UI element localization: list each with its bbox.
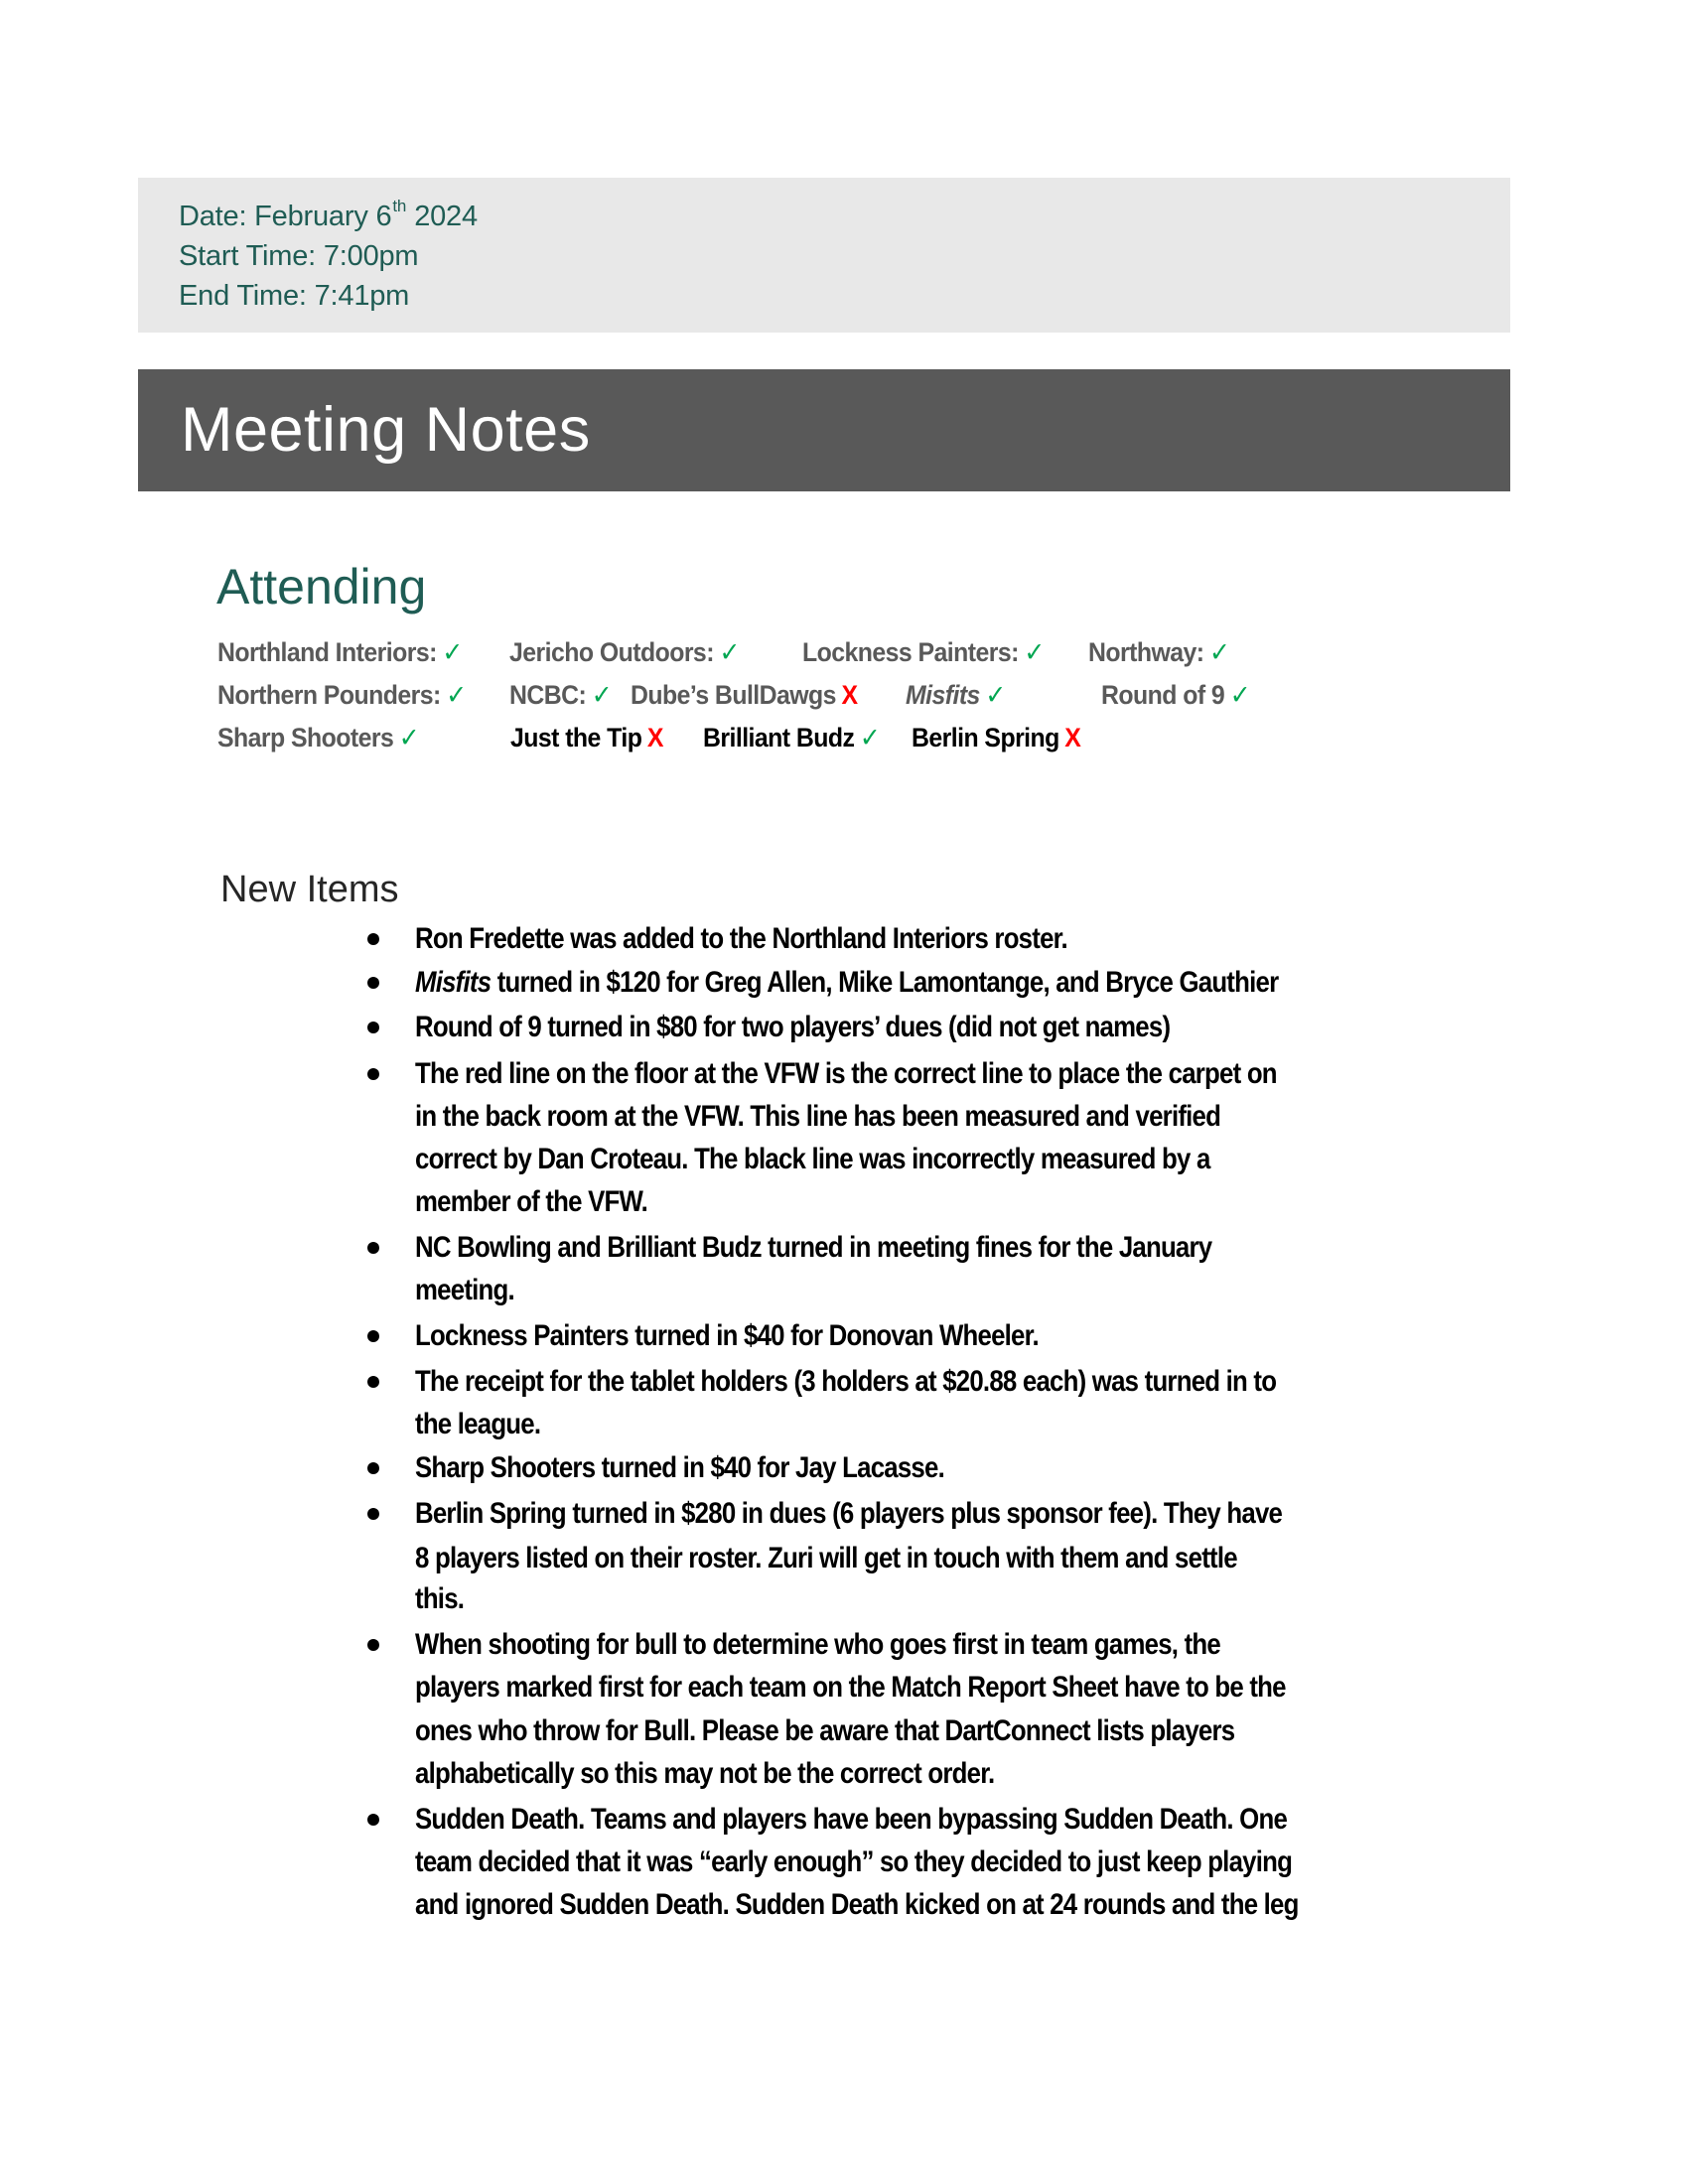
team-name: Northland Interiors: (217, 637, 437, 667)
list-item-line: Sudden Death. Teams and players have been bypassing Sudden Death. One (415, 1803, 1288, 1836)
team-name: Just the Tip (510, 723, 642, 752)
list-item-line: ones who throw for Bull. Please be aware that DartConnect lists players (415, 1714, 1235, 1747)
checkmark-icon: ✓ (1229, 680, 1250, 710)
new-items-heading: New Items (220, 869, 399, 910)
checkmark-icon: ✓ (1209, 637, 1230, 667)
list-item-line: 8 players listed on their roster. Zuri will get in touch with them and settle (415, 1542, 1237, 1574)
team-name: Dube’s BullDawgs (631, 680, 836, 710)
list-item-line: Sharp Shooters turned in $40 for Jay Lacasse. (415, 1451, 944, 1484)
team-name: Jericho Outdoors: (509, 637, 714, 667)
list-item-line: Ron Fredette was added to the Northland Interiors roster. (415, 922, 1067, 955)
x-mark-icon: X (646, 723, 663, 752)
list-item-line: this. (415, 1582, 465, 1615)
team-name: Berlin Spring (912, 723, 1059, 752)
team-name: Misfits (906, 680, 980, 710)
list-item-line: When shooting for bull to determine who goes first in team games, the (415, 1628, 1220, 1661)
list-item-line: the league. (415, 1408, 541, 1440)
checkmark-icon: ✓ (442, 637, 463, 667)
checkmark-icon: ✓ (398, 723, 420, 752)
list-item-line: correct by Dan Croteau. The black line was incorrectly measured by a (415, 1143, 1210, 1175)
list-item-line: member of the VFW. (415, 1185, 648, 1218)
attendance-entry (912, 722, 1080, 753)
list-item-line: Berlin Spring turned in $280 in dues (6 players plus sponsor fee). They have (415, 1497, 1283, 1530)
x-mark-icon: X (841, 680, 858, 710)
list-item-line: Misfits turned in $120 for Greg Allen, Mike Lamontange, and Bryce Gauthier (415, 966, 1279, 999)
meeting-info-box (138, 178, 1510, 333)
list-item-line: The red line on the floor at the VFW is the correct line to place the carpet on (415, 1057, 1277, 1090)
page-title: Meeting Notes (181, 395, 591, 465)
attendance-entry (703, 722, 880, 753)
list-item-line: Round of 9 turned in $80 for two players’ dues (did not get names) (415, 1011, 1171, 1043)
attendance-entry (802, 636, 1045, 668)
list-item-line: The receipt for the tablet holders (3 holders at $20.88 each) was turned in to (415, 1365, 1277, 1398)
checkmark-icon: ✓ (446, 680, 467, 710)
list-item-line: team decided that it was “early enough” so they decided to just keep playing (415, 1845, 1293, 1878)
date-year: 2024 (414, 201, 478, 232)
bullet-icon (367, 1508, 379, 1520)
team-name: Northern Pounders: (217, 680, 441, 710)
checkmark-icon: ✓ (985, 680, 1006, 710)
attendance-entry (509, 679, 612, 711)
bullet-icon (367, 1022, 379, 1033)
title-banner (138, 369, 1510, 491)
attendance-entry (1088, 636, 1229, 668)
list-item-line: and ignored Sudden Death. Sudden Death kicked on at 24 rounds and the leg (415, 1888, 1299, 1921)
attendance-entry (631, 679, 857, 711)
list-item-line: alphabetically so this may not be the correct order. (415, 1757, 995, 1790)
bullet-icon (367, 977, 379, 989)
bullet-icon (367, 1330, 379, 1342)
attendance-entry (217, 722, 419, 753)
attendance-entry (510, 722, 663, 753)
bullet-icon (367, 933, 379, 945)
checkmark-icon: ✓ (859, 723, 881, 752)
team-name: NCBC: (509, 680, 587, 710)
attendance-entry (217, 636, 463, 668)
meeting-date (179, 197, 478, 233)
checkmark-icon: ✓ (1024, 637, 1045, 667)
bullet-icon (367, 1814, 379, 1826)
checkmark-icon: ✓ (719, 637, 740, 667)
bullet-icon (367, 1462, 379, 1474)
bullet-icon (367, 1639, 379, 1651)
bullet-icon (367, 1068, 379, 1080)
meeting-start-time: Start Time: 7:00pm (179, 240, 419, 272)
list-item-line: Lockness Painters turned in $40 for Donovan Wheeler. (415, 1319, 1039, 1352)
team-name: Brilliant Budz (703, 723, 855, 752)
attendance-entry (1101, 679, 1250, 711)
list-item-line: players marked first for each team on the Match Report Sheet have to be the (415, 1671, 1286, 1704)
meeting-end-time: End Time: 7:41pm (179, 280, 410, 312)
date-ordinal-suffix: th (392, 197, 407, 215)
attendance-entry (217, 679, 466, 711)
attending-heading: Attending (216, 559, 427, 614)
team-name: Lockness Painters: (802, 637, 1019, 667)
attendance-entry (509, 636, 740, 668)
team-name: Round of 9 (1101, 680, 1225, 710)
x-mark-icon: X (1064, 723, 1081, 752)
list-item-line: in the back room at the VFW. This line has been measured and verified (415, 1100, 1221, 1133)
team-name: Northway: (1088, 637, 1204, 667)
checkmark-icon: ✓ (591, 680, 613, 710)
bullet-icon (367, 1376, 379, 1388)
list-item-line: meeting. (415, 1274, 514, 1306)
bullet-icon (367, 1242, 379, 1254)
date-label: Date: February 6 (179, 201, 392, 232)
team-name: Sharp Shooters (217, 723, 394, 752)
list-item-line: NC Bowling and Brilliant Budz turned in meeting fines for the January (415, 1231, 1212, 1264)
attendance-entry (906, 679, 1006, 711)
